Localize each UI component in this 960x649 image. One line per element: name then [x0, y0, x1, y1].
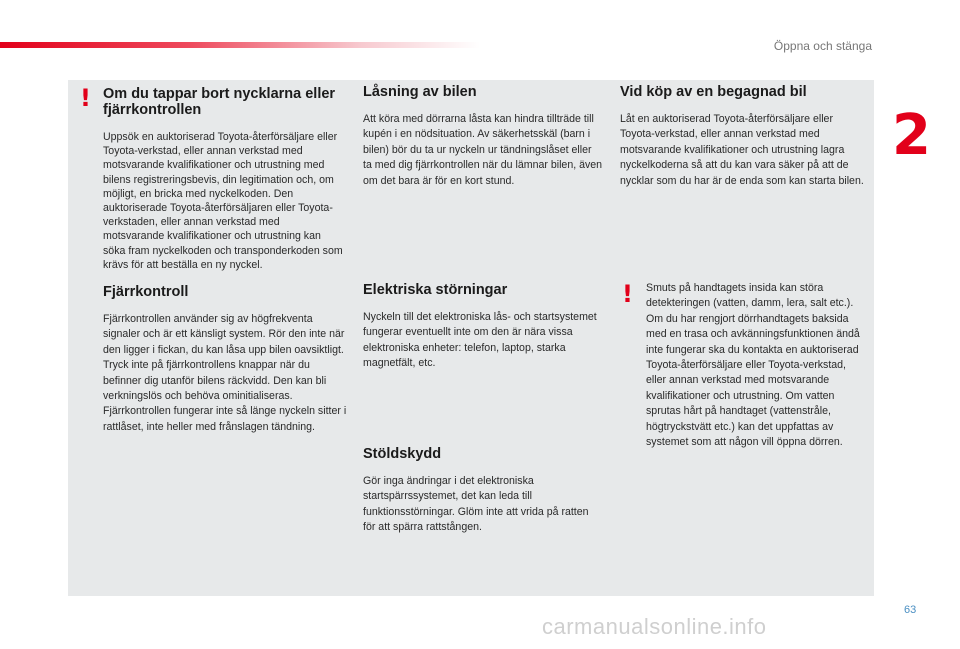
electrical-body: Nyckeln till det elektroniska lås- och startsystemet fungerar eventuellt inte om den är nära vissa elektroniska enheter: telefon, laptop, starka magnetfält, etc. [363, 311, 597, 370]
watermark: carmanualsonline.info [542, 614, 767, 639]
handle-warning-section [646, 281, 864, 450]
handle-warning-body: Smuts på handtagets insida kan störa detekteringen (vatten, damm, lera, salt etc.). Om du har rengjort dörrhandtagets baksida med en trasa och avkänningsfunktionen ändå inte fungerar ska du kontakta en auktoriserad Toyota-återförsäljare eller Toyota-verkstad, eller annan verkstad med motsvarande kvalifikationer och utrustning. Om vatten sprutas hårt på handtaget (vattenstråle, högtryckstvätt etc.) kan det uppfattas av systemet som att någon vill öppna dörren. [646, 282, 860, 449]
locking-body: Att köra med dörrarna låsta kan hindra tillträde till kupén i en nödsituation. Av säkerhetsskäl (barn i bilen) bör du ta ur nyckeln ur tändningslåset eller ta med dig fjärrkontrollen när du lämnar bilen, även om det bara är för en kort stund. [363, 113, 603, 187]
section-title: Öppna och stänga [773, 39, 872, 53]
lost-key-section [103, 86, 343, 272]
lost-key-title: Om du tappar bort nycklarna eller fjärrkontrollen [103, 86, 336, 118]
theft-title: Stöldskydd [363, 446, 442, 462]
warning-icon: ! [80, 84, 91, 112]
electrical-section [363, 282, 605, 372]
remote-control-section [103, 284, 347, 435]
remote-control-body: Fjärrkontrollen använder sig av högfrekventa signaler och är ett känsligt system. Rör den inte när den ligger i fickan, du kan låsa upp bilen oavsiktligt. Tryck inte på fjärrkontrollens knappar när du befinner dig utanför bilens räckvidd. Den kan bli verkningslös och behöva ominitialiseras. Fjärrkontrollen fungerar inte så länge nyckeln sitter i rattlåset, inte heller med frånslagen tändning. [103, 313, 347, 433]
chapter-number: 2 [892, 103, 931, 168]
used-car-section [620, 84, 864, 189]
locking-title: Låsning av bilen [363, 84, 477, 100]
electrical-title: Elektriska störningar [363, 282, 508, 298]
page-number: 63 [904, 604, 917, 616]
header-accent-stripe [0, 42, 480, 48]
theft-body: Gör inga ändringar i det elektroniska startspärrssystemet, det kan leda till funktionsstörningar. Glöm inte att vrida på ratten för att spärra rattstången. [363, 475, 589, 534]
used-car-title: Vid köp av en begagnad bil [620, 84, 807, 100]
warning-icon: ! [622, 280, 633, 308]
locking-section [363, 84, 603, 189]
lost-key-body: Uppsök en auktoriserad Toyota-återförsäljare eller Toyota-verkstad, eller annan verkstad med motsvarande kvalifikationer och utrustning med bilens registreringsbevis, din legitimation och, om möjligt, en bricka med nyckelkoden. Den auktoriserade Toyota-återförsäljaren eller Toyota-verkstaden, eller annan verkstad med motsvarande kvalifikationer och utrustning kan söka fram nyckelkoden och transponderkoden som krävs för att beställa en ny nyckel. [103, 131, 343, 271]
remote-control-title: Fjärrkontroll [103, 284, 189, 300]
theft-section [363, 446, 603, 536]
used-car-body: Låt en auktoriserad Toyota-återförsäljare eller Toyota-verkstad, eller annan verkstad med motsvarande kvalifikationer och utrustning lagra nyckelkoderna så att du kan vara säker på att de nycklar som du har är de enda som kan starta bilen. [620, 113, 864, 187]
